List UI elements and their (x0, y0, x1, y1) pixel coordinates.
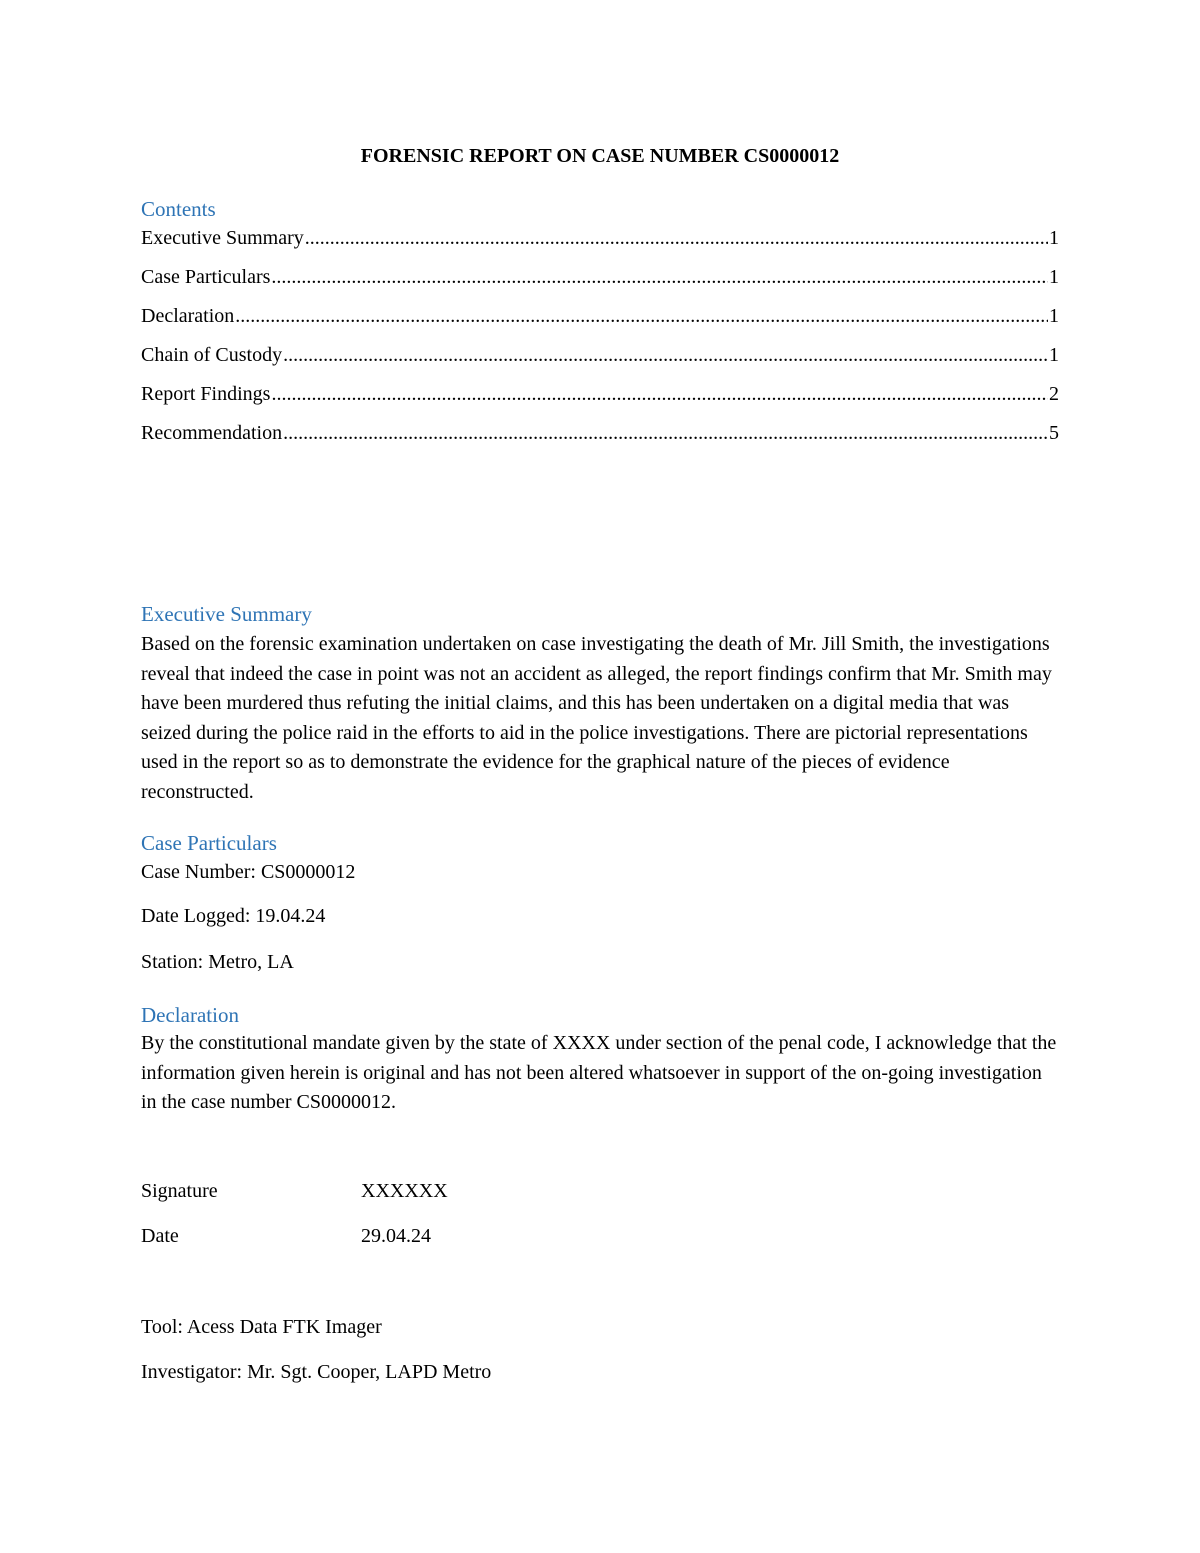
toc-entry-label: Executive Summary (141, 227, 304, 249)
declaration-text: By the constitutional mandate given by the state of XXXX under section of the penal code, I acknowledge that the information given herein is original and has not been altered whatsoever in support of the on-going investigation in the case number CS0000012. (141, 1032, 1057, 1114)
contents-heading: Contents (141, 197, 216, 221)
toc-entry-label: Chain of Custody (141, 344, 283, 366)
signature-value: XXXXXX (361, 1180, 448, 1202)
toc-dot-leader (235, 302, 1048, 330)
investigator: Investigator: Mr. Sgt. Cooper, LAPD Metro (141, 1361, 492, 1383)
toc-entry-label: Report Findings (141, 383, 271, 405)
toc-entry-page: 1 (1049, 305, 1059, 327)
signature-label: Signature (141, 1180, 218, 1202)
toc-entry-declaration[interactable] (141, 302, 1059, 341)
toc-entry-chain-of-custody[interactable] (141, 341, 1059, 380)
toc-dot-leader (271, 263, 1048, 291)
date-label: Date (141, 1225, 179, 1247)
date-value: 29.04.24 (361, 1225, 431, 1247)
toc-entry-label: Recommendation (141, 422, 283, 444)
toc-dot-leader (283, 419, 1048, 447)
toc-dot-leader (271, 380, 1048, 408)
toc-entry-case-particulars[interactable] (141, 263, 1059, 302)
toc-entry-label: Declaration (141, 305, 235, 327)
case-particulars-heading: Case Particulars (141, 831, 277, 855)
page-title: FORENSIC REPORT ON CASE NUMBER CS0000012 (360, 145, 840, 167)
toc-entry-recommendation[interactable] (141, 419, 1059, 458)
toc-dot-leader (283, 341, 1048, 369)
toc-entry-page: 1 (1049, 227, 1059, 249)
toc-entry-label: Case Particulars (141, 266, 271, 288)
case-number: Case Number: CS0000012 (141, 861, 356, 883)
executive-summary-text: Based on the forensic examination undertaken on case investigating the death of Mr. Jill Smith, the investigations reveal that indeed the case in point was not an accident as alleged, the report findings confirm that Mr. Smith may have been murdered thus refuting the initial claims, and this has been undertaken on a digital media that was seized during the police raid in the efforts to aid in the police investigations. There are pictorial representations used in the report so as to demonstrate the evidence for the graphical nature of the pieces of evidence reconstructed. (141, 633, 1052, 803)
toc-entry-executive-summary[interactable] (141, 224, 1059, 263)
toc-entry-page: 5 (1049, 422, 1059, 444)
station: Station: Metro, LA (141, 951, 294, 973)
toc-entry-report-findings[interactable] (141, 380, 1059, 419)
tool: Tool: Acess Data FTK Imager (141, 1316, 382, 1338)
toc-entry-page: 1 (1049, 344, 1059, 366)
executive-summary-heading: Executive Summary (141, 602, 312, 626)
declaration-heading: Declaration (141, 1003, 239, 1027)
toc-dot-leader (305, 224, 1048, 252)
table-of-contents (141, 224, 1059, 458)
toc-entry-page: 2 (1049, 383, 1059, 405)
date-logged: Date Logged: 19.04.24 (141, 905, 326, 927)
toc-entry-page: 1 (1049, 266, 1059, 288)
